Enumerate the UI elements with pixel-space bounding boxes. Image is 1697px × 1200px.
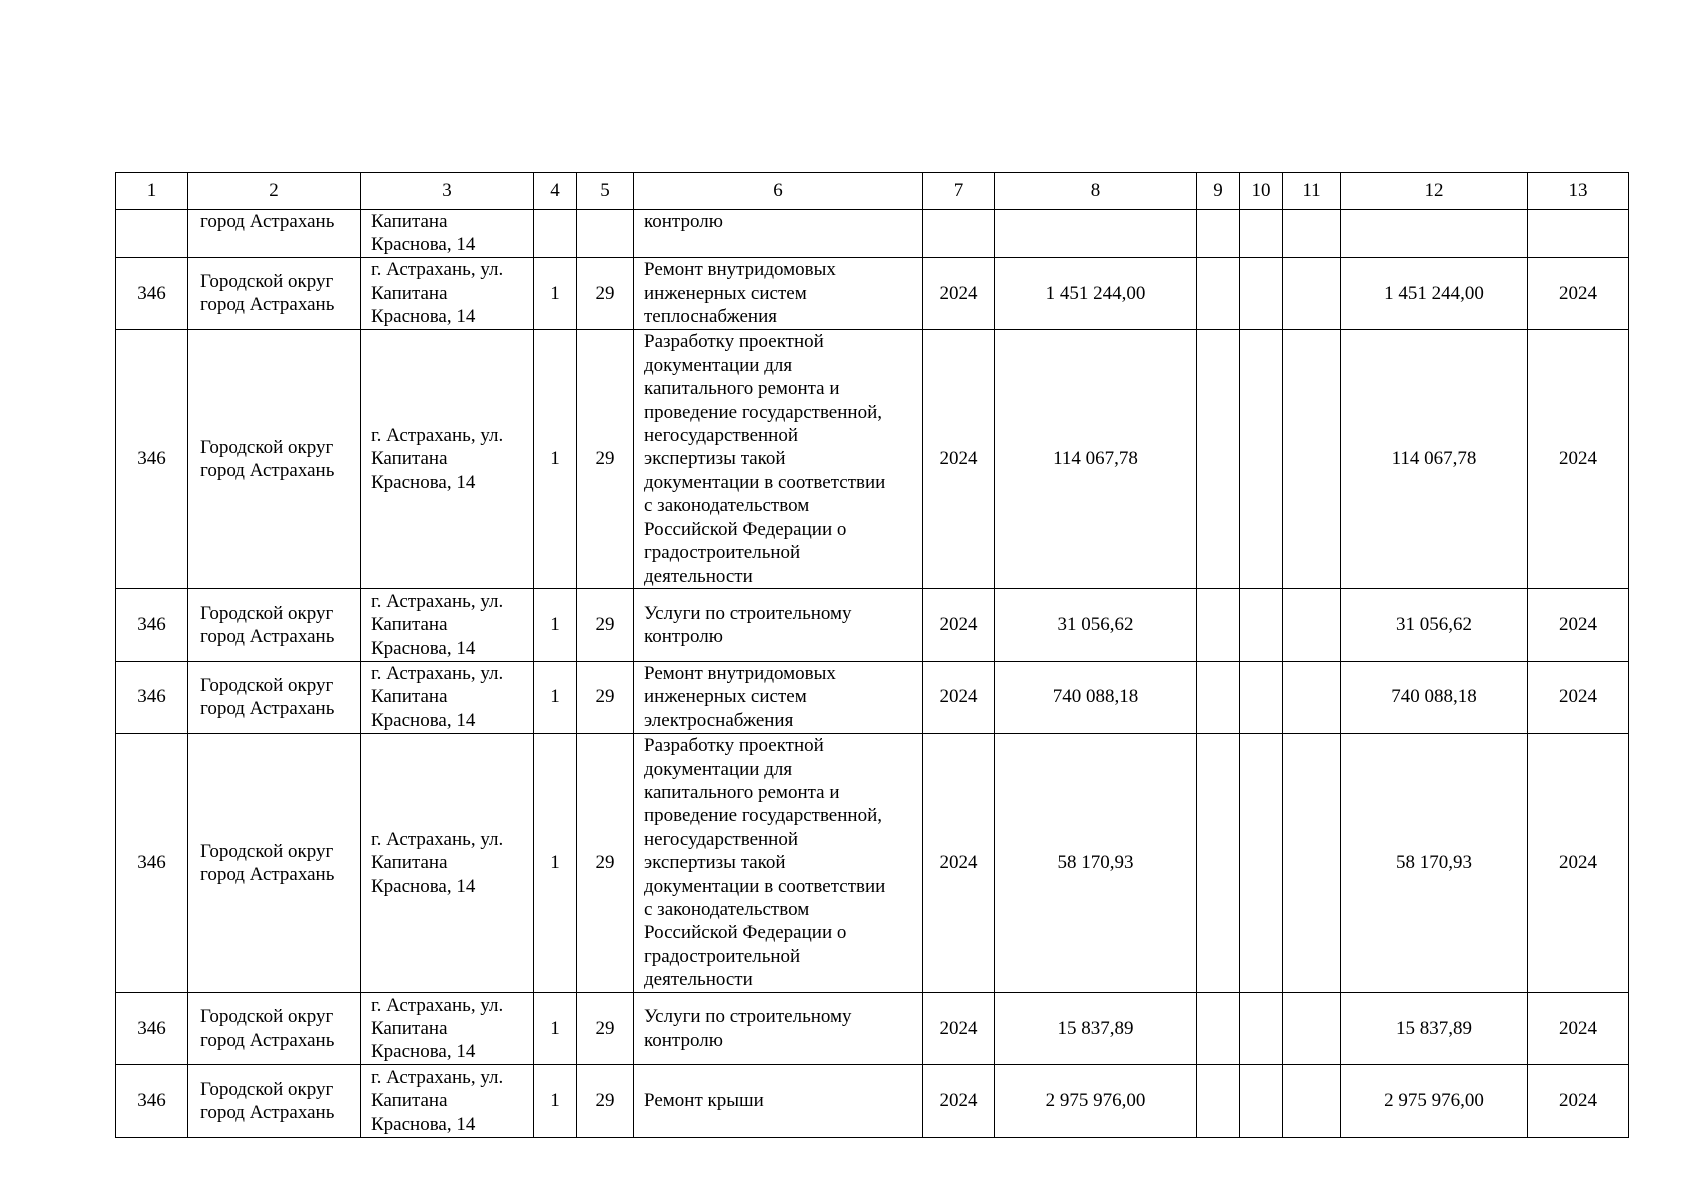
cell-c11: [1283, 733, 1341, 992]
cell-line: Краснова, 14: [371, 1041, 476, 1063]
cell-municipality: [188, 993, 361, 1065]
cell-num: 346: [116, 330, 188, 589]
cell-c11: [1283, 210, 1341, 258]
header-row: [116, 173, 1629, 210]
header-cell: 7: [923, 173, 995, 210]
header-cell: 13: [1528, 173, 1629, 210]
cell-line: градостроительной: [644, 945, 801, 967]
cell-work: [634, 661, 923, 733]
table-body: [116, 173, 1629, 1138]
header-cell: 11: [1283, 173, 1341, 210]
cell-line: Ремонт крыши: [644, 1090, 764, 1112]
cell-line: Краснова, 14: [371, 637, 476, 659]
cell-c4: 1: [534, 733, 577, 992]
cell-line: Капитана: [371, 852, 448, 874]
cell-c9: [1197, 589, 1240, 661]
cell-c9: [1197, 733, 1240, 992]
cell-c13: 2024: [1528, 661, 1629, 733]
cell-line: город Астрахань: [200, 460, 335, 482]
cell-line: электроснабжения: [644, 709, 794, 731]
cell-c10: [1240, 1065, 1283, 1137]
cell-year: 2024: [923, 589, 995, 661]
cell-line: теплоснабжения: [644, 306, 777, 328]
cell-c11: [1283, 589, 1341, 661]
capital-repair-table: [115, 172, 1629, 1138]
cell-line: Ремонт внутридомовых: [644, 663, 836, 685]
cell-c4: 1: [534, 257, 577, 329]
cell-c10: [1240, 257, 1283, 329]
cell-c4: [534, 210, 577, 258]
cell-line: Краснова, 14: [371, 471, 476, 493]
cell-line: г. Астрахань, ул.: [371, 663, 504, 685]
cell-line: проведение государственной,: [644, 401, 882, 423]
cell-line: Капитана: [371, 686, 448, 708]
cell-year: 2024: [923, 330, 995, 589]
cell-c12: 58 170,93: [1341, 733, 1528, 992]
cell-line: негосударственной: [644, 828, 799, 850]
cell-c4: 1: [534, 993, 577, 1065]
cell-c4: 1: [534, 661, 577, 733]
cell-line: город Астрахань: [200, 1101, 335, 1123]
cell-c12: [1341, 210, 1528, 258]
cell-total: 740 088,18: [995, 661, 1197, 733]
document-page: [115, 172, 1629, 1138]
cell-line: проведение государственной,: [644, 805, 882, 827]
cell-line: г. Астрахань, ул.: [371, 259, 504, 281]
cell-num: 346: [116, 993, 188, 1065]
cell-line: деятельности: [644, 969, 753, 991]
cell-year: 2024: [923, 993, 995, 1065]
cell-work: [634, 589, 923, 661]
cell-num: 346: [116, 257, 188, 329]
cell-line: Разработку проектной: [644, 331, 824, 353]
cell-total: [995, 210, 1197, 258]
cell-year: 2024: [923, 257, 995, 329]
cell-line: Капитана: [371, 1090, 448, 1112]
cell-line: Российской Федерации о: [644, 922, 847, 944]
cell-c11: [1283, 661, 1341, 733]
cell-c5: 29: [577, 993, 634, 1065]
cell-municipality: [188, 1065, 361, 1137]
cell-c12: 31 056,62: [1341, 589, 1528, 661]
cell-c10: [1240, 589, 1283, 661]
table-row: [116, 733, 1629, 992]
cell-c13: 2024: [1528, 589, 1629, 661]
cell-address: [361, 733, 534, 992]
cell-line: инженерных систем: [644, 282, 807, 304]
table-row: [116, 589, 1629, 661]
cell-line: Городской округ: [200, 1078, 334, 1100]
cell-c10: [1240, 993, 1283, 1065]
cell-total: 58 170,93: [995, 733, 1197, 992]
cell-num: 346: [116, 589, 188, 661]
cell-c9: [1197, 993, 1240, 1065]
cell-line: Ремонт внутридомовых: [644, 259, 836, 281]
cell-line: Капитана: [371, 448, 448, 470]
cell-line: деятельности: [644, 565, 753, 587]
cell-line: Городской округ: [200, 1006, 334, 1028]
cell-line: г. Астрахань, ул.: [371, 994, 504, 1016]
cell-line: Капитана: [371, 211, 448, 232]
cell-line: документации для: [644, 354, 793, 376]
header-cell: 3: [361, 173, 534, 210]
cell-line: негосударственной: [644, 425, 799, 447]
cell-c12: 15 837,89: [1341, 993, 1528, 1065]
cell-line: город Астрахань: [200, 863, 335, 885]
cell-c13: [1528, 210, 1629, 258]
cell-line: Городской округ: [200, 271, 334, 292]
cell-c13: 2024: [1528, 257, 1629, 329]
cell-c13: 2024: [1528, 1065, 1629, 1137]
cell-c11: [1283, 257, 1341, 329]
header-cell: 9: [1197, 173, 1240, 210]
cell-municipality: [188, 210, 361, 258]
cell-c9: [1197, 210, 1240, 258]
cell-c13: 2024: [1528, 330, 1629, 589]
header-cell: 10: [1240, 173, 1283, 210]
cell-line: Российской Федерации о: [644, 518, 847, 540]
cell-address: [361, 661, 534, 733]
cell-c4: 1: [534, 1065, 577, 1137]
cell-line: документации для: [644, 758, 793, 780]
cell-line: Городской округ: [200, 674, 334, 696]
cell-year: 2024: [923, 661, 995, 733]
cell-line: Городской округ: [200, 840, 334, 862]
cell-c5: 29: [577, 589, 634, 661]
cell-c11: [1283, 330, 1341, 589]
continuation-row: [116, 210, 1629, 258]
cell-num: 346: [116, 1065, 188, 1137]
cell-c5: 29: [577, 257, 634, 329]
cell-line: с законодательством: [644, 495, 810, 517]
cell-c9: [1197, 257, 1240, 329]
cell-line: инженерных систем: [644, 686, 807, 708]
cell-line: капитального ремонта и: [644, 782, 840, 804]
cell-c5: 29: [577, 733, 634, 992]
cell-c11: [1283, 1065, 1341, 1137]
cell-line: Краснова, 14: [371, 875, 476, 897]
table-row: [116, 993, 1629, 1065]
cell-line: контролю: [644, 211, 723, 232]
cell-c12: 1 451 244,00: [1341, 257, 1528, 329]
cell-c5: 29: [577, 1065, 634, 1137]
cell-line: капитального ремонта и: [644, 378, 840, 400]
cell-line: контролю: [644, 625, 723, 647]
cell-c5: 29: [577, 661, 634, 733]
table-row: [116, 1065, 1629, 1137]
cell-c11: [1283, 993, 1341, 1065]
cell-total: 31 056,62: [995, 589, 1197, 661]
cell-work: [634, 993, 923, 1065]
cell-line: город Астрахань: [200, 211, 335, 232]
cell-c13: 2024: [1528, 993, 1629, 1065]
table-row: [116, 661, 1629, 733]
cell-c10: [1240, 330, 1283, 589]
cell-work: [634, 210, 923, 258]
cell-work: [634, 257, 923, 329]
cell-year: 2024: [923, 733, 995, 992]
cell-line: Капитана: [371, 614, 448, 636]
cell-total: 15 837,89: [995, 993, 1197, 1065]
cell-total: 1 451 244,00: [995, 257, 1197, 329]
cell-work: [634, 1065, 923, 1137]
cell-work: [634, 330, 923, 589]
cell-c4: 1: [534, 589, 577, 661]
cell-line: г. Астрахань, ул.: [371, 425, 504, 447]
cell-c12: 740 088,18: [1341, 661, 1528, 733]
cell-address: [361, 1065, 534, 1137]
cell-address: [361, 330, 534, 589]
header-cell: 5: [577, 173, 634, 210]
cell-c9: [1197, 661, 1240, 733]
cell-municipality: [188, 257, 361, 329]
cell-line: с законодательством: [644, 899, 810, 921]
cell-line: Городской округ: [200, 602, 334, 624]
cell-year: [923, 210, 995, 258]
cell-c10: [1240, 661, 1283, 733]
cell-address: [361, 257, 534, 329]
cell-line: Краснова, 14: [371, 234, 476, 256]
cell-line: документации в соответствии: [644, 471, 886, 493]
cell-line: город Астрахань: [200, 294, 335, 316]
cell-line: город Астрахань: [200, 625, 335, 647]
cell-num: 346: [116, 661, 188, 733]
cell-line: Городской округ: [200, 436, 334, 458]
header-cell: 8: [995, 173, 1197, 210]
cell-address: [361, 589, 534, 661]
cell-municipality: [188, 661, 361, 733]
cell-c5: [577, 210, 634, 258]
cell-line: г. Астрахань, ул.: [371, 1066, 504, 1088]
cell-c4: 1: [534, 330, 577, 589]
header-cell: 4: [534, 173, 577, 210]
table-row: [116, 257, 1629, 329]
cell-num: 346: [116, 733, 188, 992]
cell-num: [116, 210, 188, 258]
cell-c12: 114 067,78: [1341, 330, 1528, 589]
cell-municipality: [188, 589, 361, 661]
cell-c5: 29: [577, 330, 634, 589]
cell-work: [634, 733, 923, 992]
cell-c9: [1197, 330, 1240, 589]
cell-line: Краснова, 14: [371, 1113, 476, 1135]
header-cell: 2: [188, 173, 361, 210]
cell-c13: 2024: [1528, 733, 1629, 992]
cell-address: [361, 993, 534, 1065]
cell-municipality: [188, 733, 361, 992]
cell-line: Капитана: [371, 1018, 448, 1040]
cell-line: город Астрахань: [200, 1029, 335, 1051]
cell-c10: [1240, 733, 1283, 992]
cell-line: г. Астрахань, ул.: [371, 828, 504, 850]
cell-address: [361, 210, 534, 258]
cell-line: Услуги по строительному: [644, 602, 852, 624]
cell-line: экспертизы такой: [644, 448, 786, 470]
header-cell: 6: [634, 173, 923, 210]
cell-c12: 2 975 976,00: [1341, 1065, 1528, 1137]
header-cell: 12: [1341, 173, 1528, 210]
cell-total: 2 975 976,00: [995, 1065, 1197, 1137]
cell-line: Услуги по строительному: [644, 1006, 852, 1028]
cell-c10: [1240, 210, 1283, 258]
cell-line: экспертизы такой: [644, 852, 786, 874]
cell-total: 114 067,78: [995, 330, 1197, 589]
cell-line: Разработку проектной: [644, 735, 824, 757]
cell-line: Капитана: [371, 282, 448, 304]
cell-line: город Астрахань: [200, 698, 335, 720]
cell-line: Краснова, 14: [371, 709, 476, 731]
cell-line: Краснова, 14: [371, 306, 476, 328]
table-row: [116, 330, 1629, 589]
cell-municipality: [188, 330, 361, 589]
cell-line: документации в соответствии: [644, 875, 886, 897]
cell-line: г. Астрахань, ул.: [371, 590, 504, 612]
cell-line: градостроительной: [644, 542, 801, 564]
cell-line: контролю: [644, 1029, 723, 1051]
header-cell: 1: [116, 173, 188, 210]
cell-year: 2024: [923, 1065, 995, 1137]
cell-c9: [1197, 1065, 1240, 1137]
